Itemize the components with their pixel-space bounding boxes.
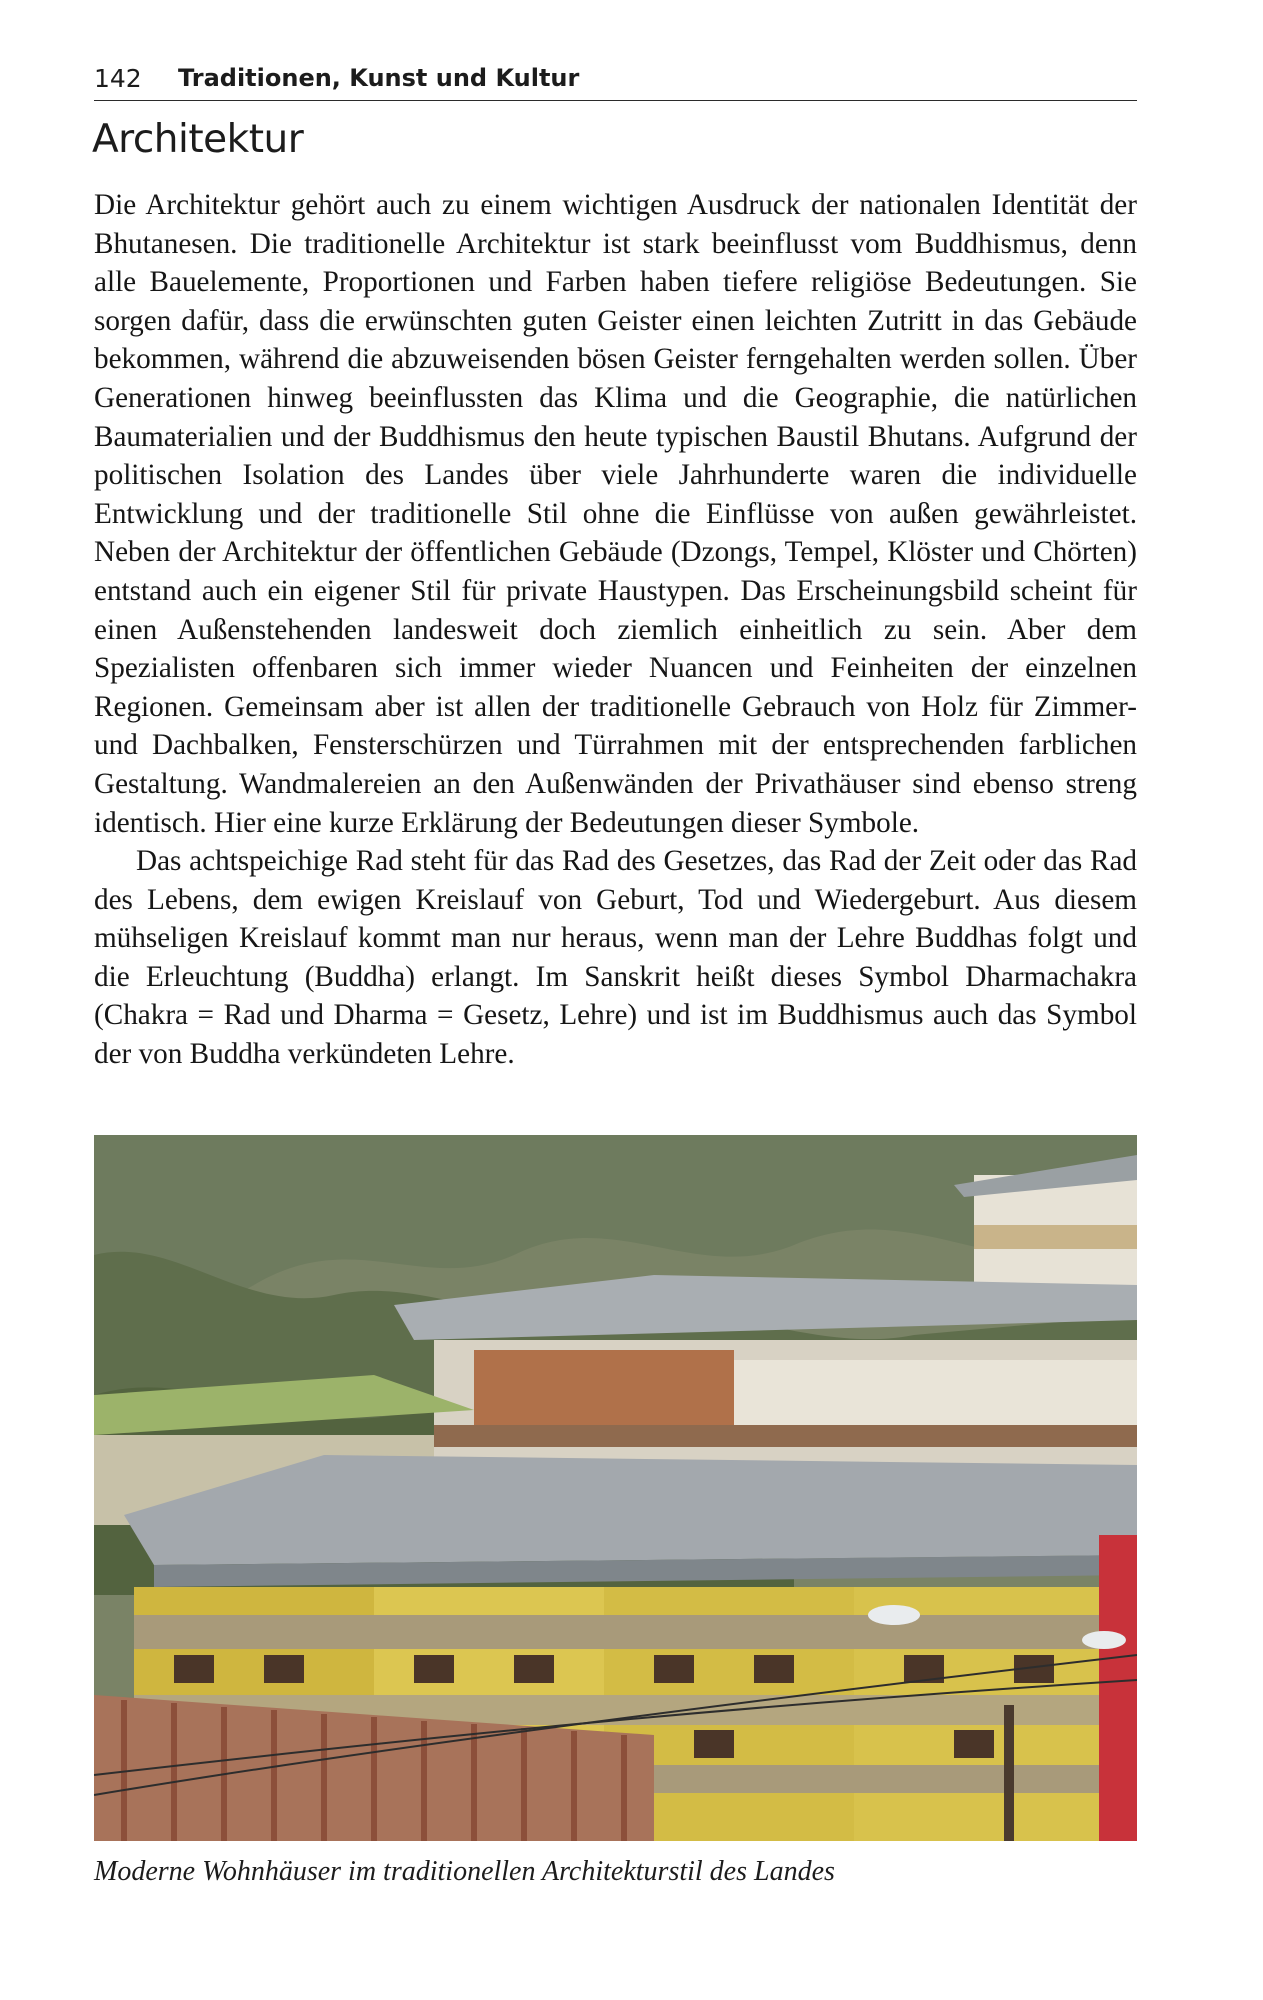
paragraph: Die Architektur gehört auch zu einem wichtigen Ausdruck der nationalen Identität der Bhutanesen. Die traditionelle Architektur ist stark beeinflusst vom Buddhismus, denn alle Bauelemente, Proportionen und Farben haben tiefere religiöse Bedeutungen. Sie sorgen dafür, dass die erwünschten guten Geister einen leichten Zutritt in das Gebäude bekommen, während die abzuweisenden bösen Geister ferngehalten werden sollen. Über Generationen hinweg beeinflussten das Klima und die Geographie, die natürlichen Baumaterialien und der Buddhismus den heute typischen Baustil Bhutans. Aufgrund der politischen Isolation des Landes über viele Jahrhunderte waren die individuelle Entwicklung und der traditionelle Stil ohne die Einflüsse von außen gewährleistet. Neben der Architektur der öffentlichen Gebäude (Dzongs, Tempel, Klöster und Chörten) entstand auch ein eigener Stil für private Haustypen. Das Erscheinungsbild scheint für einen Außenstehenden landesweit doch ziemlich einheitlich zu sein. Aber dem Spezialisten offenbaren sich immer wieder Nuancen und Feinheiten der einzelnen Regionen. Gemeinsam aber ist allen der traditionelle Gebrauch von Holz für Zimmer- und Dachbalken, Fensterschürzen und Türrahmen mit der entsprechenden farblichen Gestaltung. Wandmalereien an den Außenwänden der Privathäuser sind ebenso streng identisch. Hier eine kurze Erklärung der Bedeutungen dieser Symbole. — [94, 189, 1137, 839]
running-header — [94, 62, 1137, 101]
page-number: 142 — [94, 64, 142, 93]
body-text — [94, 186, 1137, 1074]
photo-illustration — [94, 1135, 1137, 1841]
section-title: Architektur — [92, 117, 304, 162]
figure-caption: Moderne Wohnhäuser im traditionellen Architekturstil des Landes — [94, 1856, 835, 1887]
paragraph: Das achtspeichige Rad steht für das Rad des Gesetzes, das Rad der Zeit oder das Rad des Lebens, dem ewigen Kreislauf von Geburt, Tod und Wiedergeburt. Aus diesem mühseligen Kreislauf kommt man nur heraus, wenn man der Lehre Buddhas folgt und die Erleuchtung (Buddha) erlangt. Im Sanskrit heißt dieses Symbol Dharmachakra (Chakra = Rad und Dharma = Gesetz, Lehre) und ist im Buddhismus auch das Symbol der von Buddha verkündeten Lehre. — [94, 845, 1137, 1071]
photo-bhutan-houses — [94, 1135, 1137, 1841]
running-title: Traditionen, Kunst und Kultur — [178, 64, 580, 92]
